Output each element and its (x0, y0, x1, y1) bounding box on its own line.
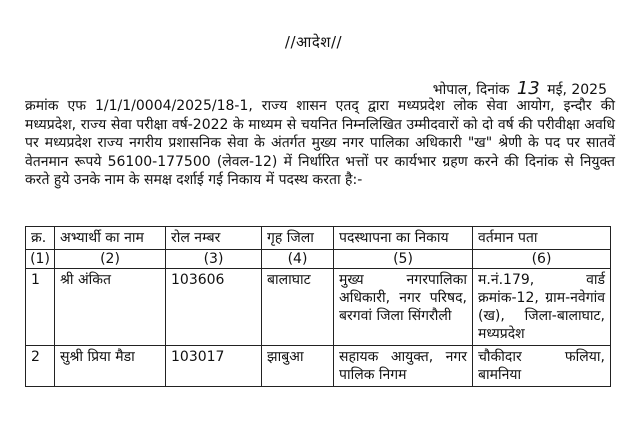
row-home-district: बालाघाट (262, 269, 334, 346)
row-serial: 1 (26, 269, 55, 346)
row-posting-body: मुख्य नगरपालिका अधिकारी, नगर परिषद, बरगवां जिला सिंगरौली (334, 269, 473, 346)
header-posting-body: पदस्थापना का निकाय (334, 227, 473, 250)
order-body-paragraph: क्रमांक एफ 1/1/1/0004/2025/18-1, राज्य शासन एतद् द्वारा मध्यप्रदेश लोक सेवा आयोग, इन्दौर की मध्यप्रदेश, राज्य सेवा परीक्षा वर्ष-2022 के माध्यम से चयनित निम्नलिखित उम्मीदवारों को दो वर्ष की परीवीक्षा अवधि पर मध्यप्रदेश राज्य नगरीय प्रशासनिक सेवा के अंतर्गत मुख्य नगर पालिका अधिकारी "ख" श्रेणी के पद पर सातवें वेतनमान रूपये 56100-177500 (लेवल-12) में निर्धारित भत्तों पर कार्यभार ग्रहण करने की दिनांक से नियुक्त करते हुये उनके नाम के समक्ष दर्शाई गई निकाय में पदस्थ करता है:- (25, 98, 615, 189)
header-serial: क्र. (26, 227, 55, 250)
column-number: (6) (473, 250, 611, 269)
header-home-district: गृह जिला (262, 227, 334, 250)
column-number: (1) (26, 250, 55, 269)
row-posting-body: सहायक आयुक्त, नगर पालिक निगम (334, 346, 473, 387)
table-row (26, 269, 611, 346)
row-roll-number: 103017 (166, 346, 262, 387)
table-header-row (26, 227, 611, 250)
row-candidate-name: श्री अंकित (55, 269, 166, 346)
header-current-address: वर्तमान पता (473, 227, 611, 250)
order-heading: //आदेश// (284, 33, 343, 51)
column-number: (5) (334, 250, 473, 269)
row-roll-number: 103606 (166, 269, 262, 346)
date-day: 13 (516, 78, 540, 99)
row-candidate-name: सुश्री प्रिया मैडा (55, 346, 166, 387)
column-number: (2) (55, 250, 166, 269)
column-number-row (26, 250, 611, 269)
appointment-table (25, 226, 611, 387)
date-place: भोपाल, दिनांक (432, 82, 510, 98)
header-roll-number: रोल नम्बर (166, 227, 262, 250)
date-line (433, 78, 607, 99)
column-number: (4) (262, 250, 334, 269)
date-month-year: मई, 2025 (547, 82, 607, 98)
row-current-address: म.नं.179, वार्ड क्रमांक-12, ग्राम-नवेगांव (ख), जिला-बालाघाट, मध्यप्रदेश (473, 269, 611, 346)
row-current-address: चौकीदार फलिया, बामनिया (473, 346, 611, 387)
column-number: (3) (166, 250, 262, 269)
row-home-district: झाबुआ (262, 346, 334, 387)
table-row (26, 346, 611, 387)
header-candidate-name: अभ्यार्थी का नाम (55, 227, 166, 250)
row-serial: 2 (26, 346, 55, 387)
